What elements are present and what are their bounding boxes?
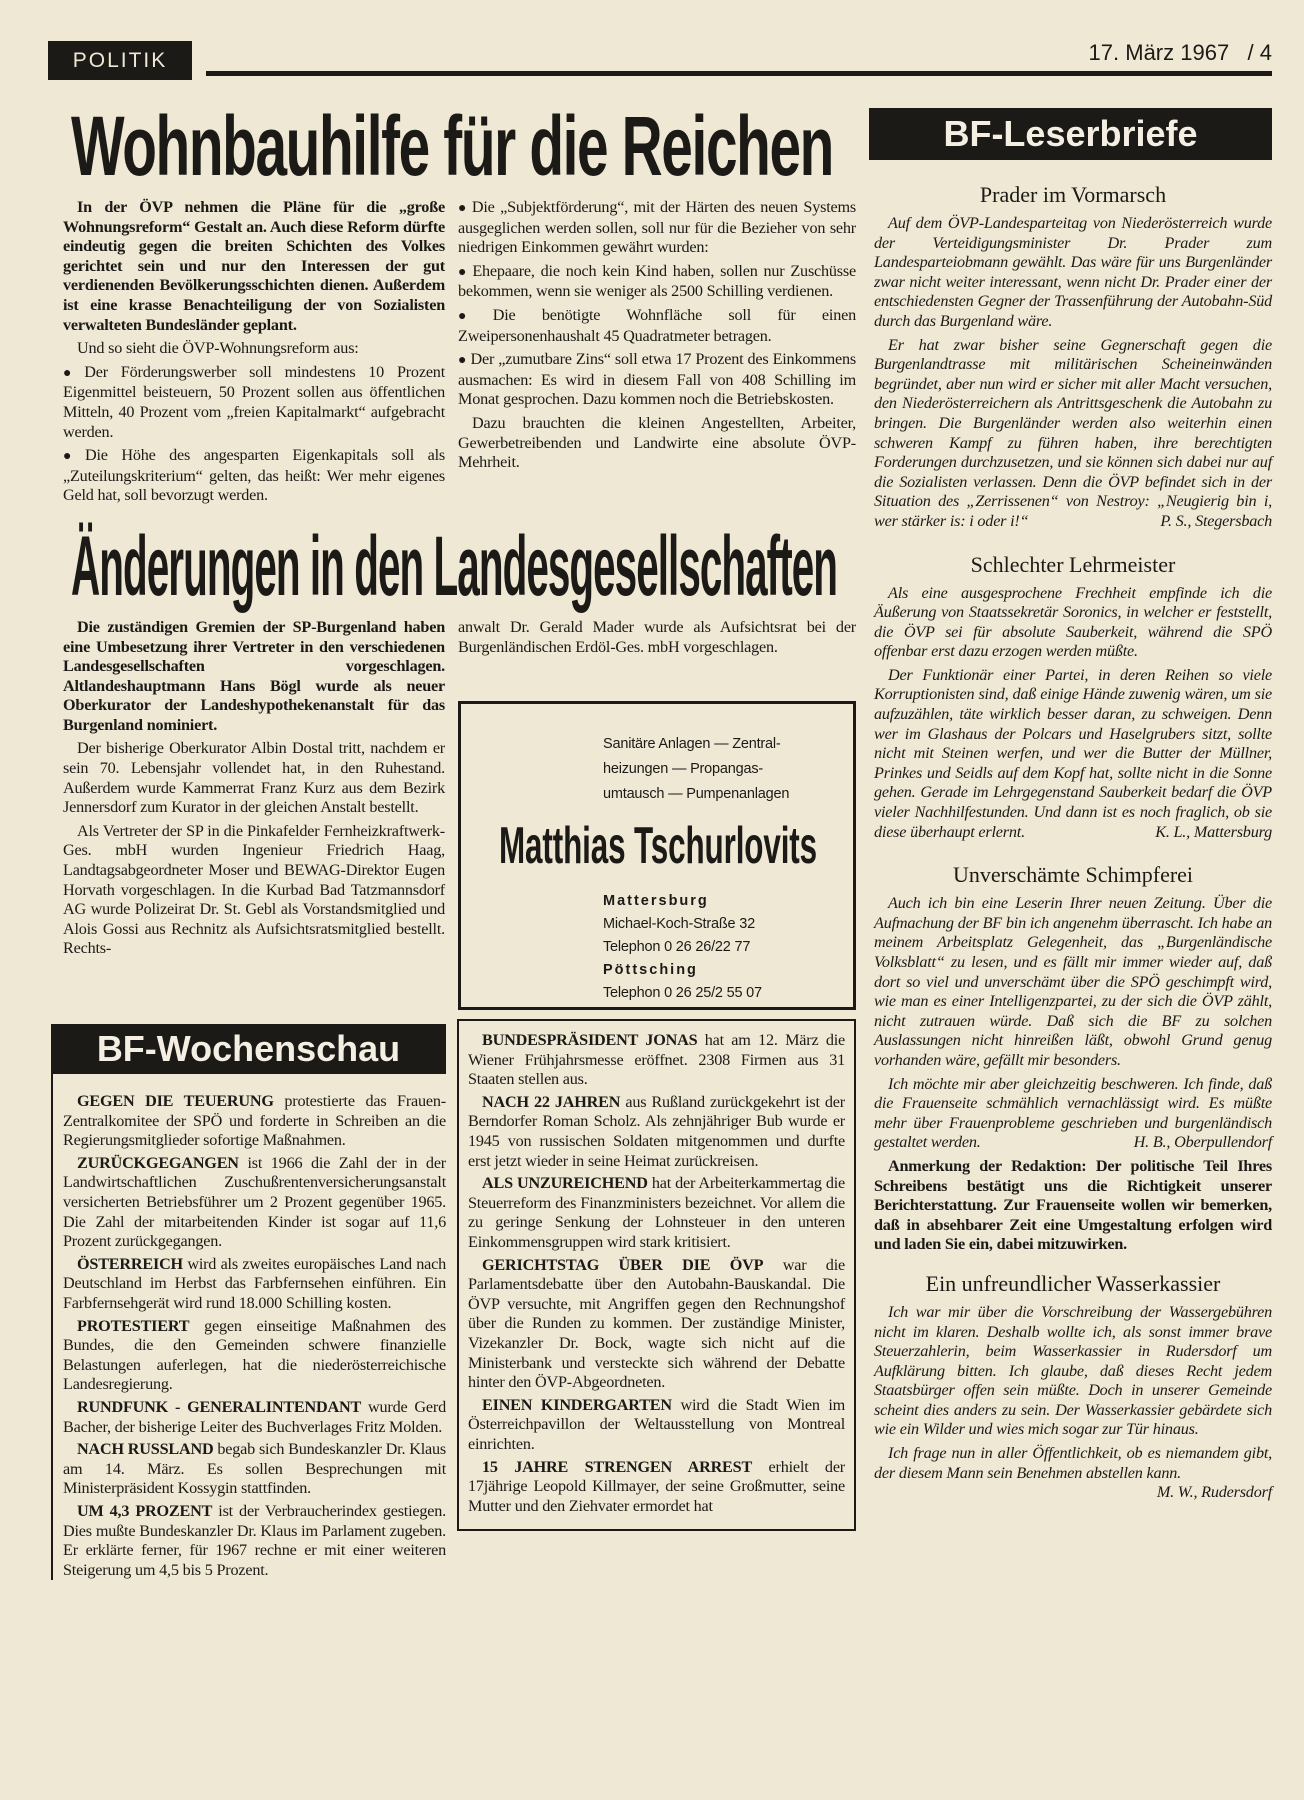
bullet-text: Die benötigte Wohnfläche soll für einen Zweipersonenhaushalt 45 Quadratmeter betragen. <box>458 305 856 345</box>
article1-headline-wrap <box>71 99 856 193</box>
wochenschau-border <box>51 1074 446 1580</box>
bullet-text: Die „Subjektförderung“, mit der Härten des neuen Systems ausgeglichen werden sollen, soll nur für die Bezieher von sehr niedrigen Einkommen gewährt wurden: <box>458 198 856 257</box>
ad-location: Pöttsching <box>603 962 698 979</box>
letter-paragraph: Ich war mir über die Vorschreibung der Wassergebühren nicht im klaren. Deshalb wollte ich, als sonst immer brave Steuerzahlerin, beim Wasserkassier in Rudersdorf um Aufklärung bitten. Ich glaube, daß dieses Recht jedem Staatsbürger offen sein müßte. Doch in unserer Gemeinde scheint dies anders zu sein. Der Wasserkassier gebärdete sich wie ein Wilder und wies mich sogar zur Tür hinaus. <box>874 1302 1272 1439</box>
news-item-lead: RUNDFUNK - GENERALINTENDANT <box>77 1398 362 1416</box>
letter <box>874 862 1272 1255</box>
news-item-text: erhielt der 17jährige Leopold Killmayer, der seine Großmutter, seine Mutter und den Ziehvater ermordet hat <box>468 1457 845 1515</box>
news-item-text: war die Parlamentsdebatte über den Autobahn-Bauskandal. Die ÖVP versuchte, mit Angriffen gegen den Rechnungshof über die Runden zu kommen. Der zuständige Minister, Vizekanzler Dr. Bock, wagte sich nicht auf die Ministerbank und versteckte sich während der Debatte hinter den ÖVP-Abgeordneten. <box>468 1255 845 1392</box>
news-item <box>468 1093 845 1171</box>
article1-col2 <box>458 198 856 477</box>
letter-signature: K. L., Mattersburg <box>1155 822 1272 841</box>
news-item <box>63 1255 446 1314</box>
news-item-lead: 15 JAHRE STRENGEN ARREST <box>482 1457 753 1476</box>
news-item-lead: NACH 22 JAHREN <box>482 1092 621 1111</box>
date-text: 17. März 1967 <box>1088 40 1230 65</box>
news-item-text: wird als zweites europäisches Land nach Deutschland im Herbst das Farbfernsehen einführen. Ein Farbfernsehgerät wird rund 18.000 Schilling kosten. <box>63 1254 446 1313</box>
article1-headline: Wohnbauhilfe für die Reichen <box>71 99 833 193</box>
news-item-text: wird die Stadt Wien im Österreichpavillon der Weltausstellung von Montreal einrichten. <box>468 1395 846 1453</box>
bullet-icon: ● <box>63 449 81 465</box>
article1-lead: In der ÖVP nehmen die Pläne für die „große Wohnungsreform“ Gestalt an. Auch diese Reform dürfte eindeutig gegen die breiten Schichten des Volkes gerichtet sein und nur den Interessen der gut verdienenden Bevölkerungsschichten dienen. Außerdem ist eine krasse Benachteiligung der von Sozialisten verwalteten Bundesländer geplant. <box>63 198 445 334</box>
news-item-lead: PROTESTIERT <box>77 1316 190 1335</box>
letter-text: Er hat zwar bisher seine Gegnerschaft gegen die Burgenlandtrasse mit militärischen Scheineinwänden begründet, aber nun wird er sicher mit aller Macht versuchen, den Niederösterreichern als Antrittsgeschenk die Autobahn zu bringen. Die Burgenländer werden also weiterhin einen schweren Kampf zu führen haben, ihre berechtigten Forderungen durchzusetzen, und sie können sich dabei nur auf die Sozialisten verlassen. Denn die ÖVP befindet sich in der Situation des „Zerrissenen“ von Nestroy: „Neugierig bin i, wer stärker is: i oder i!“ <box>874 335 1272 530</box>
leserbriefe-title: BF-Leserbriefe <box>869 108 1272 160</box>
news-item-lead: GEGEN DIE TEUERUNG <box>77 1092 274 1111</box>
ad-services <box>603 732 789 807</box>
news-item <box>63 1317 446 1395</box>
bullet-text: Der Förderungswerber soll mindestens 10 Prozent Eigenmittel beisteuern, 50 Prozent sollen aus öffentlichen Mitteln, 40 Prozent vom „freien Kapitalmarkt“ aufgebracht werden. <box>63 362 445 441</box>
article1-bullet <box>63 363 445 442</box>
wochenschau-left <box>51 1024 446 1583</box>
ad-service-line: Sanitäre Anlagen — Zentral- <box>603 736 781 753</box>
ad-location: Mattersburg <box>603 893 709 910</box>
wochenschau-col1 <box>63 1092 446 1580</box>
page-number: / 4 <box>1247 40 1272 65</box>
article1-bullet <box>63 446 445 506</box>
news-item-lead: UM 4,3 PROZENT <box>77 1501 213 1520</box>
article2-headline: Änderungen in den Landesgesellschaften <box>71 518 837 613</box>
article1-intro: Und so sieht die ÖVP-Wohnungsreform aus: <box>77 339 359 358</box>
article1-bullet <box>458 350 856 410</box>
ad-service-line: heizungen — Propangas- <box>603 761 764 778</box>
letter <box>874 182 1272 536</box>
letter-text: Der Funktionär einer Partei, in deren Reihen so viele Korruptionisten sind, daß einige Hände zuwenig wären, um sie aufzuzählen, täte wirklich besser daran, zu schweigen. Denn wer im Glashaus der Polcars und Haselgrubers sitzt, sollte nicht mit Steinen werfen, und wer die Butter der Müllner, Prinkes und Seidls auf dem Kopf hat, sollte nicht in die Sonne gehen. Gerade im Lehrgegenstand Sauberkeit bedarf die ÖVP vieler Nachhilfestunden. Und dann ist es noch fraglich, ob sie diese überhaupt erlernt. <box>874 665 1272 841</box>
article1-bullet <box>458 262 856 302</box>
wochenschau-title: BF-Wochenschau <box>51 1024 446 1074</box>
letter-signature: P. S., Stegersbach <box>1160 511 1272 530</box>
advertisement <box>458 701 856 1010</box>
news-item-lead: NACH RUSSLAND <box>77 1440 214 1459</box>
bullet-icon: ● <box>458 264 469 280</box>
news-item-text: ist 1966 die Zahl der in der Landwirtschaftlichen Zuschußrentenversicherungsanstalt versicherten Betriebsführer um 2 Prozent gegenüber 1965. Die Zahl der mitarbeitenden Kinder ist sogar auf 11,6 Prozent zurückgegangen. <box>63 1153 446 1251</box>
news-item <box>468 1458 845 1517</box>
left-region <box>63 99 856 1597</box>
letter-text: Ich frage nun in aller Öffentlichkeit, ob es niemandem gibt, der diesem Mann sein Benehmen abstellen kann. <box>874 1444 1272 1482</box>
letter-heading: Unverschämte Schimpferei <box>952 862 1194 888</box>
bullet-icon: ● <box>458 308 489 324</box>
section-tag: POLITIK <box>48 41 192 80</box>
letter-paragraph <box>874 1075 1272 1153</box>
news-item <box>63 1502 446 1580</box>
article2-paragraph: Der bisherige Oberkurator Albin Dostal tritt, nachdem er sein 70. Lebensjahr vollendet hat, in den Ruhestand. Außerdem wurde Kammerrat Franz Kurz aus dem Bezirk Jennersdorf zum Kurator in der gleichen Anstalt bestellt. <box>63 739 445 817</box>
letter-body <box>874 1303 1272 1503</box>
news-item-text: gegen einseitige Maßnahmen des Bundes, die den Gemeinden schwere finanzielle Belastungen auferlegen, hat die niederösterreichische Landesregierung. <box>63 1316 446 1394</box>
article2-col1 <box>63 618 445 963</box>
letter-heading: Prader im Vormarsch <box>979 182 1167 207</box>
news-item-lead: ÖSTERREICH <box>77 1254 183 1273</box>
wochenschau-box <box>457 1019 856 1531</box>
article2-paragraph: anwalt Dr. Gerald Mader wurde als Aufsichtsrat bei der Burgenländischen Erdöl-Ges. mbH vorgeschlagen. <box>458 617 856 656</box>
news-item-text: aus Rußland zurückgekehrt ist der Berndorfer Roman Scholz. Als zehnjähriger Bub wurde er 1945 von russischen Soldaten mitgenommen und durfte erst jetzt wieder in seine Heimat zurückreisen. <box>468 1092 845 1170</box>
leserbriefe <box>869 108 1272 1503</box>
news-item-text: wurde Gerd Bacher, der bisherige Leiter des Buchverlages Fritz Molden. <box>63 1398 446 1436</box>
letter-paragraph: Auf dem ÖVP-Landesparteitag von Niederösterreich wurde der Verteidigungsminister Dr. Prader zum Landesparteiobmann gewählt. Das wäre für uns Burgenländer zwar nicht weiter interessant, wenn nicht Dr. Prader einer der entschiedensten Gegner der Trassenführung der Autobahn-Süd durch das Burgenland wäre. <box>874 214 1272 330</box>
bullet-icon: ● <box>458 201 468 216</box>
bullet-text: Ehepaare, die noch kein Kind haben, sollen nur Zuschüsse bekommen, wenn sie weniger als 2500 Schilling verdienen. <box>458 261 856 301</box>
letter-signature: H. B., Oberpullendorf <box>1133 1133 1272 1152</box>
news-item-lead: EINEN KINDERGARTEN <box>482 1395 672 1414</box>
news-item <box>63 1398 446 1437</box>
bullet-icon: ● <box>63 365 81 381</box>
letter-paragraph <box>874 666 1272 842</box>
article1-bullet <box>458 198 856 258</box>
news-item-lead: ZURÜCKGEGANGEN <box>77 1153 239 1172</box>
news-item <box>63 1092 446 1151</box>
news-item-lead: BUNDESPRÄSIDENT JONAS <box>482 1031 698 1050</box>
article1-closing: Dazu brauchten die kleinen Angestellten, Arbeiter, Gewerbetreibenden und Landwirte eine absolute ÖVP-Mehrheit. <box>458 413 856 472</box>
article1 <box>63 198 856 510</box>
news-item-text: protestierte das Frauen-Zentralkomitee der SPÖ und forderte in Schreiben an die Regierungsmitglieder sofortige Maßnahmen. <box>63 1092 446 1150</box>
news-item <box>63 1440 446 1499</box>
editor-note: Anmerkung der Redaktion: Der politische Teil Ihres Schreibens bestätigt uns die Richtigkeit unserer Berichterstattung. Zur Frauenseite wollen wir bemerken, daß in absehbarer Zeit eine Umgestaltung erfolgen wird und laden Sie ein, dabei mitzuwirken. <box>874 1156 1272 1254</box>
letter-paragraph <box>874 1444 1272 1502</box>
article1-col1 <box>63 198 445 510</box>
article2-lead: Die zuständigen Gremien der SP-Burgenland haben eine Umbesetzung ihrer Vertreter in den verschiedenen Landesgesellschaften vorgeschlagen. Altlandeshauptmann Hans Bögl wurde als neuer Oberkurator der Landeshypothekenanstalt für das Burgenland nominiert. <box>63 617 445 734</box>
wochenschau-col2 <box>468 1031 845 1516</box>
letter-body <box>874 584 1272 847</box>
article2 <box>63 618 856 1010</box>
ad-company-name: Matthias Tschurlovits <box>499 817 817 876</box>
letter <box>874 552 1272 847</box>
letter-body <box>874 894 1272 1255</box>
news-item <box>468 1256 845 1393</box>
ad-phone: Telephon 0 26 25/2 55 07 <box>603 985 762 1002</box>
article1-bullet <box>458 306 856 346</box>
letter-body <box>874 214 1272 536</box>
ad-service-line: umtausch — Pumpenanlagen <box>603 786 790 803</box>
ad-phone: Telephon 0 26 26/22 77 <box>603 939 751 956</box>
letter-heading: Ein unfreundlicher Wasserkassier <box>925 1270 1221 1296</box>
bullet-text: Die Höhe des angesparten Eigenkapitals soll als „Zuteilungskriterium“ gelten, das heißt: Wer mehr eigenes Geld hat, soll bevorzugt werden. <box>63 446 445 505</box>
news-item <box>468 1396 845 1455</box>
news-item-text: hat am 12. März die Wiener Frühjahrsmesse eröffnet. 2308 Firmen aus 31 Staaten stellen aus. <box>468 1031 845 1089</box>
news-item <box>63 1154 446 1252</box>
news-item <box>468 1174 845 1252</box>
news-item-text: begab sich Bundeskanzler Dr. Klaus am 14. März. Es sollen Besprechungen mit Ministerpräsident Kossygin stattfinden. <box>63 1440 446 1498</box>
news-item-lead: ALS UNZUREICHEND <box>482 1174 648 1193</box>
letter-paragraph: Auch ich bin eine Leserin Ihrer neuen Zeitung. Über die Aufmachung der BF bin ich angenehm überrascht. Ich habe an meinem Arbeitsplatz Gelegenheit, das „Burgenländische Volksblatt“ zu lesen, und es fällt mir immer wieder auf, daß dort so viel und unverschämt über die SPÖ geschimpft wird, wie man es einer Intelligenzpartei, zu der sich die ÖVP zählt, nicht zutrauen würde. Daß sich die BF zu solchen Auslassungen nicht hinreißen läßt, obwohl Grund genug vorhanden wäre, gefällt mir besonders. <box>874 894 1272 1069</box>
letter-paragraph <box>874 336 1272 532</box>
news-item-text: ist der Verbraucherindex gestiegen. Dies mußte Bundeskanzler Dr. Klaus im Parlament zugeben. Er erklärte ferner, für 1967 rechne er mit einer weiteren Steigerung um 4,5 bis 5 Prozent. <box>63 1501 446 1579</box>
news-item-lead: GERICHTSTAG ÜBER DIE ÖVP <box>482 1255 764 1274</box>
article2-headline-wrap <box>71 518 856 613</box>
header-rule <box>206 71 1272 76</box>
wochenschau <box>51 1024 856 1583</box>
letter <box>874 1271 1272 1503</box>
news-item-text: hat der Arbeiterkammertag die Steuerreform des Finanzministers bezeichnet. Vor allem die zu geringe Senkung der Lohnsteuer in den unteren Einkommensgruppen wird stark kritisiert. <box>468 1174 845 1252</box>
letter-heading: Schlechter Lehrmeister <box>970 551 1176 577</box>
issue-date <box>1089 40 1272 66</box>
letter-signature: M. W., Rudersdorf <box>1156 1483 1272 1502</box>
news-item <box>468 1031 845 1090</box>
bullet-icon: ● <box>458 353 467 369</box>
article2-col2 <box>458 618 856 1010</box>
letter-paragraph: Als eine ausgesprochene Frechheit empfinde ich die Äußerung von Staatssekretär Soronics, in welcher er feststellt, die ÖVP sei für absolute Sauberkeit, während die SPÖ offenbar erst dazu erzogen werden müßte. <box>874 583 1272 661</box>
bullet-text: Der „zumutbare Zins“ soll etwa 17 Prozent des Einkommens ausmachen: Es wird in diesem Fall von 408 Schilling im Monat gesprochen. Dazu kommen noch die Betriebskosten. <box>458 350 856 409</box>
ad-address: Michael-Koch-Straße 32 <box>603 916 755 933</box>
letter-text: Ich möchte mir aber gleichzeitig beschweren. Ich finde, daß die Frauenseite schmählich vernachlässigt wird. Es müßte mehr über Frauenprobleme geschrieben und burgenländisch gestaltet werden. <box>874 1074 1272 1152</box>
article2-paragraph: Als Vertreter der SP in die Pinkafelder Fernheizkraftwerk-Ges. mbH wurden Ingenieur Friedrich Haag, Landtagsabgeordneter Moser und BEWAG-Direktor Eugen Horvath vorgeschlagen. In die Kurbad Bad Tatzmannsdorf AG wurde Polizeirat Dr. St. Gebl als Vorstandsmitglied und Alois Gossi aus Rechnitz als Aufsichtsratsmitglied bestellt. Rechts- <box>63 821 445 958</box>
